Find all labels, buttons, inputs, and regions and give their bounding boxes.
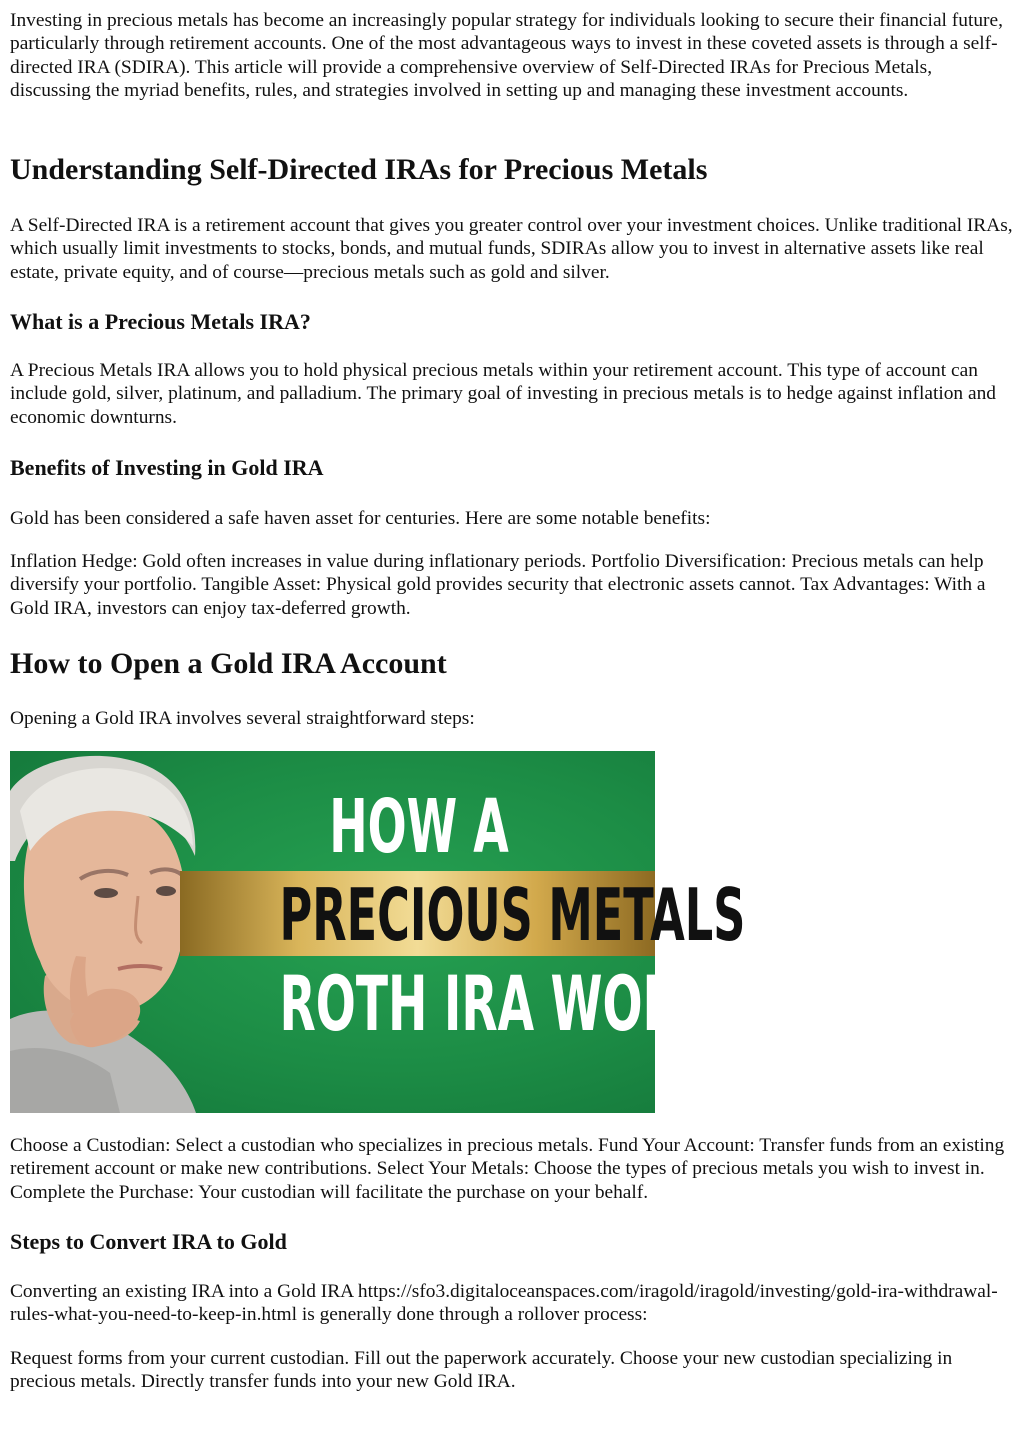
heading-understanding-sdira: Understanding Self-Directed IRAs for Precious Metals	[10, 153, 708, 186]
open-intro-paragraph: Opening a Gold IRA involves several straightforward steps:	[10, 708, 475, 729]
convert-paragraph: Converting an existing IRA into a Gold IRA https://sfo3.digitaloceanspaces.com/iragold/iragold/investing/gold-ira-withdrawal-rules-what-you-need-to-keep-in.html is generally done through a rollover process:	[10, 1281, 998, 1326]
article-banner-image	[10, 751, 750, 1113]
heading-convert-ira-to-gold: Steps to Convert IRA to Gold	[10, 1229, 287, 1254]
intro-paragraph: Investing in precious metals has become an increasingly popular strategy for individuals looking to secure their financial future, particularly through retirement accounts. One of the most advantageous ways to invest in these coveted assets is through a self-directed IRA (SDIRA). This article will provide a comprehensive overview of Self-Directed IRAs for Precious Metals, discussing the myriad benefits, rules, and strategies involved in setting up and managing these investment accounts.	[10, 10, 1003, 102]
open-steps-paragraph: Choose a Custodian: Select a custodian who specializes in precious metals. Fund Your Account: Transfer funds from an existing retirement account or make new contributions. Select Your Metals: Choose the types of precious metals you wish to invest in. Complete the Purchase: Your custodian will facilitate the purchase on your behalf.	[10, 1135, 1005, 1203]
banner-headline-line3: ROTH IRA WORKS	[279, 959, 750, 1048]
heading-what-is-precious-metals-ira: What is a Precious Metals IRA?	[10, 309, 311, 334]
heading-open-gold-ira: How to Open a Gold IRA Account	[10, 647, 447, 680]
benefits-list-paragraph: Inflation Hedge: Gold often increases in value during inflationary periods. Portfolio Diversification: Precious metals can help diversify your portfolio. Tangible Asset: Physical gold provides security that electronic assets cannot. Tax Advantages: With a Gold IRA, investors can enjoy tax-deferred growth.	[10, 551, 986, 619]
rollover-steps-paragraph: Request forms from your current custodian. Fill out the paperwork accurately. Choose your new custodian specializing in precious metals. Directly transfer funds into your new Gold IRA.	[10, 1348, 953, 1393]
banner-headline-line2: PRECIOUS METALS	[279, 873, 746, 957]
benefits-intro-paragraph: Gold has been considered a safe haven asset for centuries. Here are some notable benefits:	[10, 508, 711, 529]
precious-metals-ira-paragraph: A Precious Metals IRA allows you to hold physical precious metals within your retirement account. This type of account can include gold, silver, platinum, and palladium. The primary goal of investing in precious metals is to hedge against inflation and economic downturns.	[10, 360, 996, 428]
banner-headline-line1: HOW A	[329, 784, 509, 870]
heading-benefits-gold-ira: Benefits of Investing in Gold IRA	[10, 455, 324, 480]
sdira-paragraph: A Self-Directed IRA is a retirement account that gives you greater control over your investment choices. Unlike traditional IRAs, which usually limit investments to stocks, bonds, and mutual funds, SDIRAs allow you to invest in alternative assets like real estate, private equity, and of course—precious metals such as gold and silver.	[10, 215, 1013, 283]
